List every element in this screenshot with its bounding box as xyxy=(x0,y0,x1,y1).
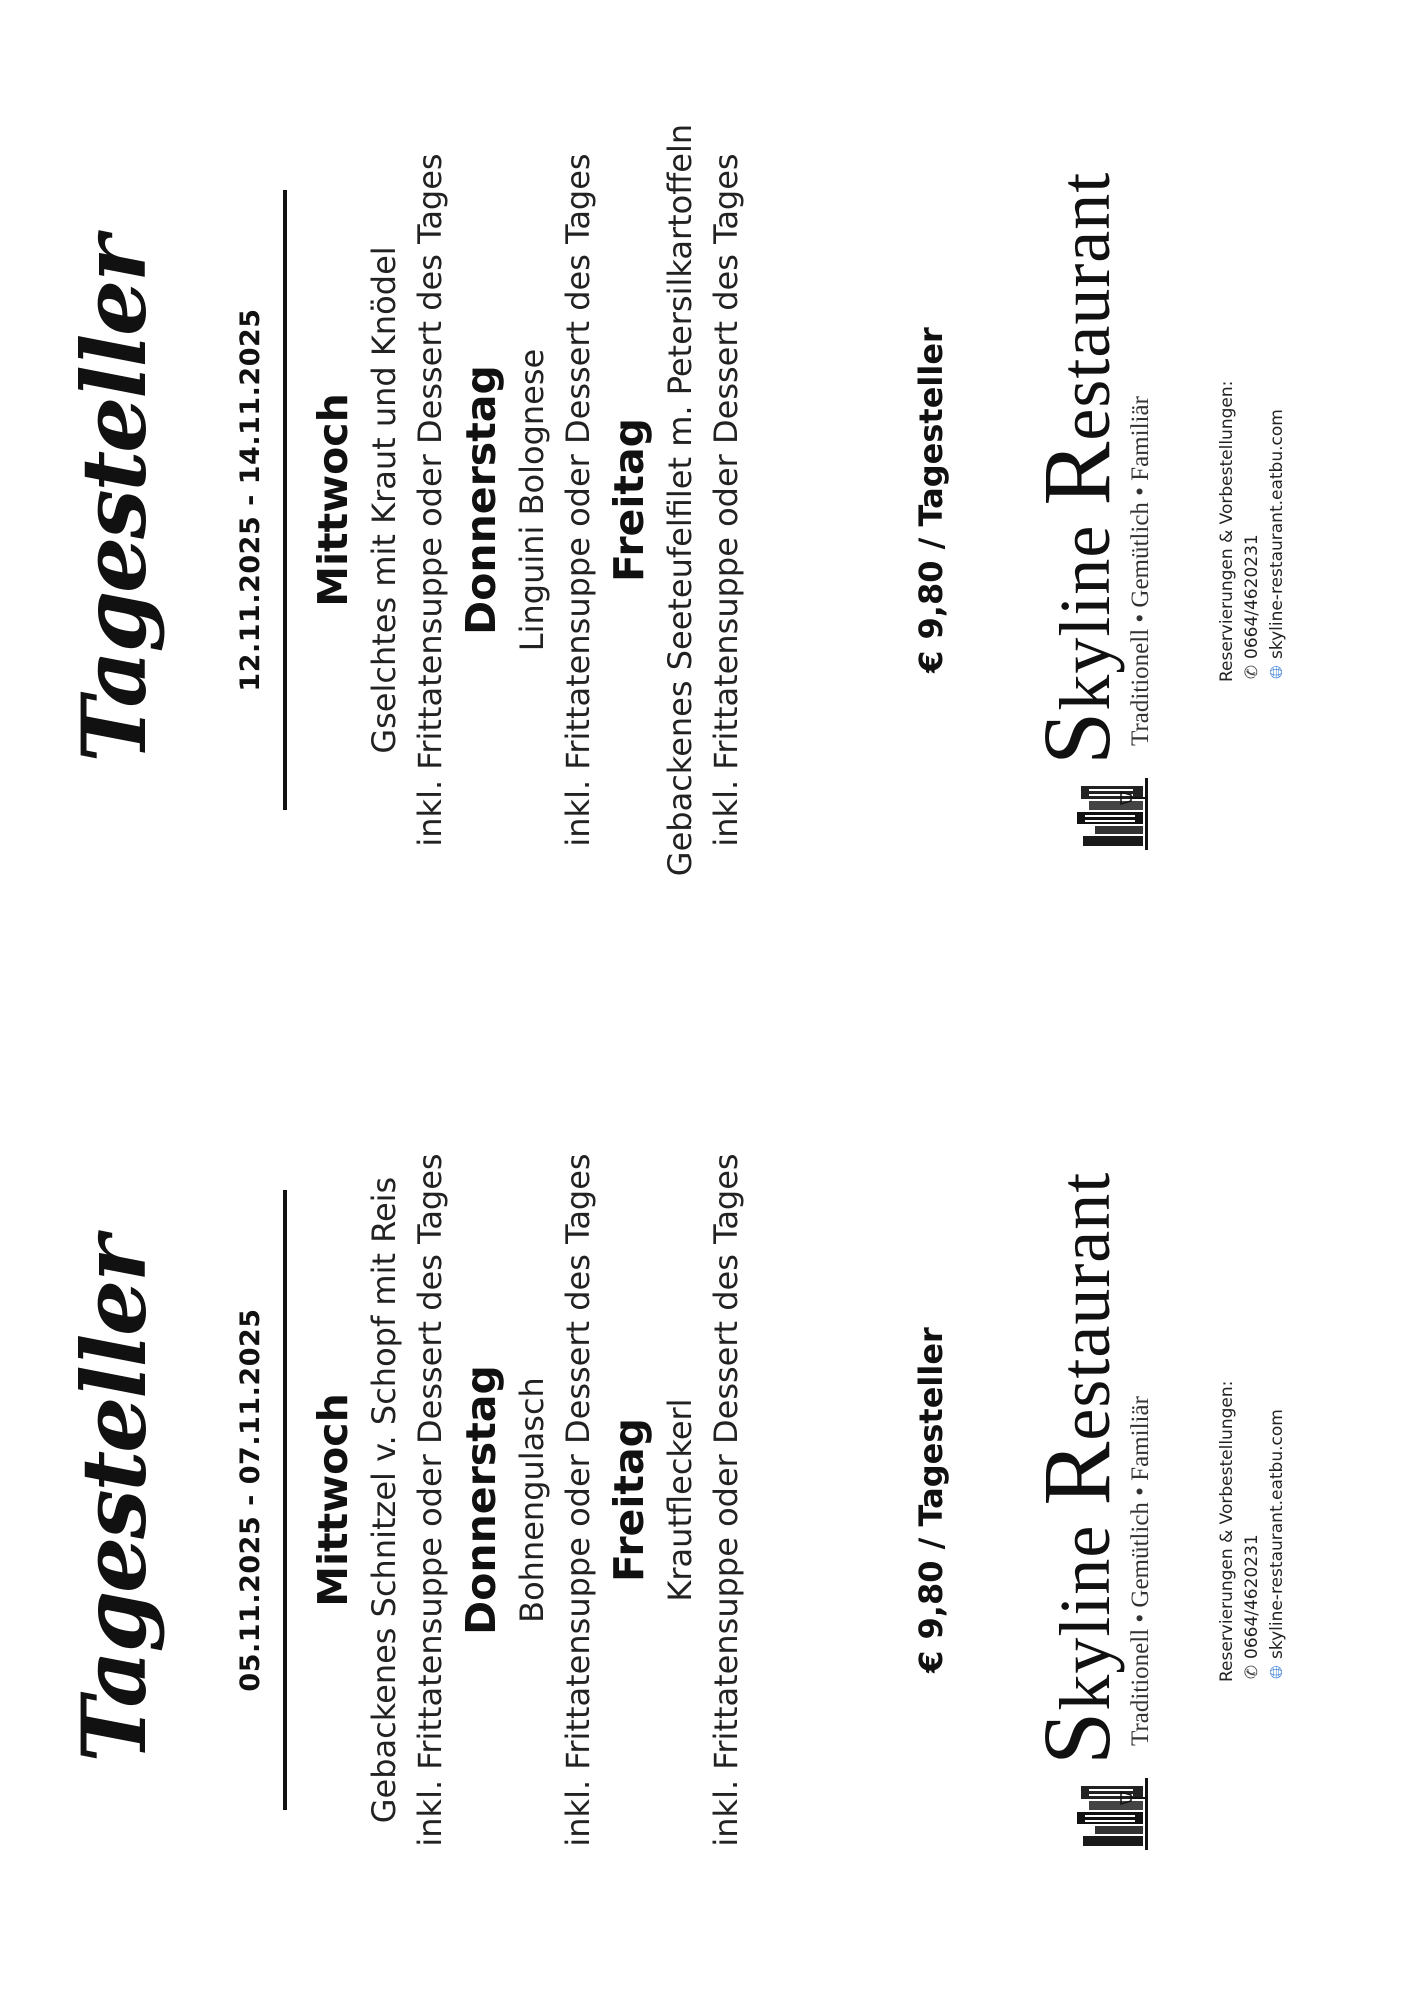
day-section-mittwoch xyxy=(305,0,453,1000)
day-heading: Donnerstag xyxy=(457,365,505,635)
day-section-mittwoch xyxy=(305,1000,453,2000)
day-section-donnerstag xyxy=(453,0,601,1000)
contact-info xyxy=(1215,1182,1290,1682)
menu-title: Tagesteller xyxy=(62,237,166,763)
day-heading: Freitag xyxy=(605,1417,653,1583)
reservation-label: Reservierungen & Vorbestellungen: xyxy=(1217,380,1237,682)
reservation-label: Reservierungen & Vorbestellungen: xyxy=(1217,1380,1237,1682)
dish-includes: inkl. Frittatensuppe oder Dessert des Tages xyxy=(411,153,449,847)
website-row xyxy=(1265,182,1290,682)
menu-days xyxy=(305,0,749,1000)
price-label: € 9,80 / Tagesteller xyxy=(912,327,950,673)
menu-date-range: 12.11.2025 - 14.11.2025 xyxy=(235,308,266,692)
website-link: skyline-restaurant.eatbu.com xyxy=(1267,409,1287,659)
day-section-freitag xyxy=(601,0,749,1000)
dish-name: Gebackenes Seeteufelfilet m. Petersilkartoffeln xyxy=(661,123,699,877)
dish-name: Gselchtes mit Kraut und Knödel xyxy=(365,246,403,754)
day-section-donnerstag xyxy=(453,1000,601,2000)
phone-number: 0664/4620231 xyxy=(1242,534,1262,659)
phone-row xyxy=(1240,182,1265,682)
website-row xyxy=(1265,1182,1290,1682)
skyline-logo-icon xyxy=(1071,1778,1155,1850)
day-heading: Freitag xyxy=(605,417,653,583)
dish-includes: inkl. Frittatensuppe oder Dessert des Tages xyxy=(559,1153,597,1847)
dish-includes: inkl. Frittatensuppe oder Dessert des Tages xyxy=(411,1153,449,1847)
dish-name: Linguini Bolognese xyxy=(513,348,551,652)
divider-rule xyxy=(283,1190,287,1810)
website-link: skyline-restaurant.eatbu.com xyxy=(1267,1409,1287,1659)
menu-title: Tagesteller xyxy=(62,1237,166,1763)
dish-name: Bohnengulasch xyxy=(513,1377,551,1623)
phone-icon: ✆ xyxy=(1242,664,1262,680)
skyline-logo-icon xyxy=(1071,778,1155,850)
day-heading: Mittwoch xyxy=(309,1393,357,1607)
restaurant-logo xyxy=(1025,150,1175,850)
menu-date-range: 05.11.2025 - 07.11.2025 xyxy=(235,1308,266,1692)
restaurant-logo xyxy=(1025,1150,1175,1850)
day-section-freitag xyxy=(601,1000,749,2000)
phone-icon: ✆ xyxy=(1242,1664,1262,1680)
phone-number: 0664/4620231 xyxy=(1242,1534,1262,1659)
day-heading: Mittwoch xyxy=(309,393,357,607)
contact-info xyxy=(1215,182,1290,682)
menu-days xyxy=(305,1000,749,2000)
dish-includes: inkl. Frittatensuppe oder Dessert des Tages xyxy=(707,1153,745,1847)
restaurant-tagline: Traditionell • Gemütlich • Familiär xyxy=(1127,1396,1154,1746)
restaurant-name: Skyline Restaurant xyxy=(1023,1171,1130,1765)
menu-panel-1 xyxy=(0,1000,1415,2000)
divider-rule xyxy=(283,190,287,810)
dish-includes: inkl. Frittatensuppe oder Dessert des Tages xyxy=(707,153,745,847)
day-heading: Donnerstag xyxy=(457,1365,505,1635)
price-label: € 9,80 / Tagesteller xyxy=(912,1327,950,1673)
restaurant-name: Skyline Restaurant xyxy=(1023,171,1130,765)
phone-row xyxy=(1240,1182,1265,1682)
restaurant-tagline: Traditionell • Gemütlich • Familiär xyxy=(1127,396,1154,746)
dish-name: Gebackenes Schnitzel v. Schopf mit Reis xyxy=(365,1176,403,1824)
globe-icon: 🌐︎ xyxy=(1267,665,1287,679)
dish-name: Krautfleckerl xyxy=(661,1398,699,1602)
dish-includes: inkl. Frittatensuppe oder Dessert des Tages xyxy=(559,153,597,847)
globe-icon: 🌐︎ xyxy=(1267,1665,1287,1679)
